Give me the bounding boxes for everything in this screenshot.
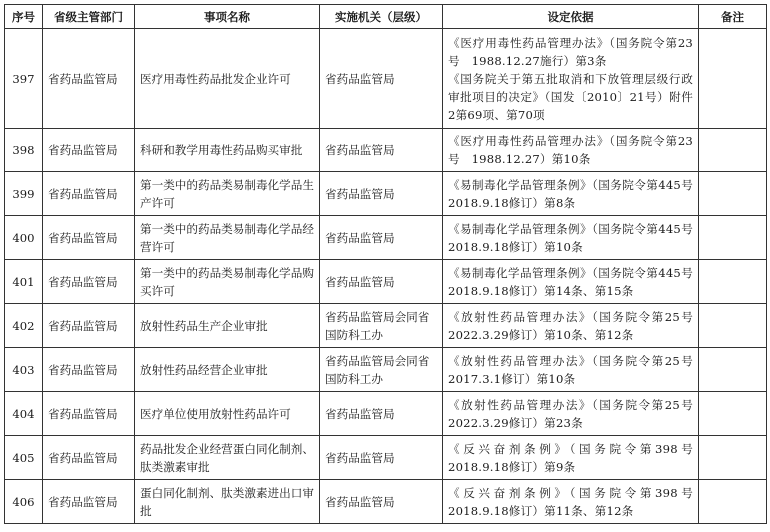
cell-remark (699, 436, 767, 480)
cell-agency: 省药品监管局 (320, 436, 443, 480)
cell-no: 398 (5, 129, 43, 172)
cell-remark (699, 304, 767, 348)
cell-item: 第一类中的药品类易制毒化学品生产许可 (135, 172, 320, 216)
cell-agency: 省药品监管局 (320, 480, 443, 524)
cell-basis: 《医疗用毒性药品管理办法》（国务院令第23号 1988.12.27施行）第3条 《国务院关于第五批取消和下放管理层级行政审批项目的决定》（国发〔2010〕21号）附件2第69项、第70项 (443, 29, 699, 129)
table-row (5, 348, 767, 392)
header-row (5, 5, 767, 29)
cell-remark (699, 392, 767, 436)
cell-dept: 省药品监管局 (43, 304, 135, 348)
cell-no: 402 (5, 304, 43, 348)
cell-dept: 省药品监管局 (43, 348, 135, 392)
header-agency: 实施机关（层级） (320, 5, 443, 29)
cell-dept: 省药品监管局 (43, 260, 135, 304)
cell-dept: 省药品监管局 (43, 29, 135, 129)
cell-item: 医疗单位使用放射性药品许可 (135, 392, 320, 436)
cell-agency: 省药品监管局会同省国防科工办 (320, 304, 443, 348)
cell-basis: 《易制毒化学品管理条例》（国务院令第445号 2018.9.18修订）第8条 (443, 172, 699, 216)
cell-remark (699, 172, 767, 216)
cell-dept: 省药品监管局 (43, 129, 135, 172)
cell-basis: 《放射性药品管理办法》（国务院令第25号 2022.3.29修订）第23条 (443, 392, 699, 436)
cell-agency: 省药品监管局 (320, 260, 443, 304)
table-row (5, 304, 767, 348)
cell-basis: 《医疗用毒性药品管理办法》（国务院令第23号 1988.12.27）第10条 (443, 129, 699, 172)
cell-agency: 省药品监管局 (320, 129, 443, 172)
cell-item: 科研和教学用毒性药品购买审批 (135, 129, 320, 172)
table-row (5, 260, 767, 304)
header-dept: 省级主管部门 (43, 5, 135, 29)
cell-dept: 省药品监管局 (43, 392, 135, 436)
cell-item: 第一类中的药品类易制毒化学品经营许可 (135, 216, 320, 260)
cell-no: 399 (5, 172, 43, 216)
cell-basis: 《反兴奋剂条例》（国务院令第398号 2018.9.18修订）第9条 (443, 436, 699, 480)
cell-dept: 省药品监管局 (43, 172, 135, 216)
cell-item: 放射性药品生产企业审批 (135, 304, 320, 348)
cell-agency: 省药品监管局 (320, 392, 443, 436)
cell-item: 药品批发企业经营蛋白同化制剂、肽类激素审批 (135, 436, 320, 480)
header-no: 序号 (5, 5, 43, 29)
cell-no: 403 (5, 348, 43, 392)
cell-no: 406 (5, 480, 43, 524)
cell-agency: 省药品监管局会同省国防科工办 (320, 348, 443, 392)
cell-agency: 省药品监管局 (320, 216, 443, 260)
table-row (5, 29, 767, 129)
cell-item: 放射性药品经营企业审批 (135, 348, 320, 392)
header-basis: 设定依据 (443, 5, 699, 29)
cell-no: 404 (5, 392, 43, 436)
cell-basis: 《放射性药品管理办法》（国务院令第25号 2017.3.1修订）第10条 (443, 348, 699, 392)
cell-remark (699, 260, 767, 304)
cell-remark (699, 29, 767, 129)
cell-item: 医疗用毒性药品批发企业许可 (135, 29, 320, 129)
cell-remark (699, 216, 767, 260)
cell-basis: 《反兴奋剂条例》（国务院令第398号 2018.9.18修订）第11条、第12条 (443, 480, 699, 524)
table-row (5, 436, 767, 480)
approval-items-table (4, 4, 767, 524)
cell-dept: 省药品监管局 (43, 480, 135, 524)
cell-item: 第一类中的药品类易制毒化学品购买许可 (135, 260, 320, 304)
header-remark: 备注 (699, 5, 767, 29)
cell-basis: 《易制毒化学品管理条例》（国务院令第445号 2018.9.18修订）第10条 (443, 216, 699, 260)
cell-remark (699, 480, 767, 524)
cell-remark (699, 348, 767, 392)
cell-dept: 省药品监管局 (43, 216, 135, 260)
cell-dept: 省药品监管局 (43, 436, 135, 480)
cell-agency: 省药品监管局 (320, 172, 443, 216)
cell-basis: 《易制毒化学品管理条例》（国务院令第445号 2018.9.18修订）第14条、第15条 (443, 260, 699, 304)
table-row (5, 480, 767, 524)
table-row (5, 216, 767, 260)
cell-no: 400 (5, 216, 43, 260)
cell-basis: 《放射性药品管理办法》（国务院令第25号 2022.3.29修订）第10条、第12条 (443, 304, 699, 348)
cell-item: 蛋白同化制剂、肽类激素进出口审批 (135, 480, 320, 524)
cell-no: 401 (5, 260, 43, 304)
cell-no: 405 (5, 436, 43, 480)
table-row (5, 392, 767, 436)
table-row (5, 129, 767, 172)
cell-agency: 省药品监管局 (320, 29, 443, 129)
table-row (5, 172, 767, 216)
cell-no: 397 (5, 29, 43, 129)
header-item: 事项名称 (135, 5, 320, 29)
cell-remark (699, 129, 767, 172)
